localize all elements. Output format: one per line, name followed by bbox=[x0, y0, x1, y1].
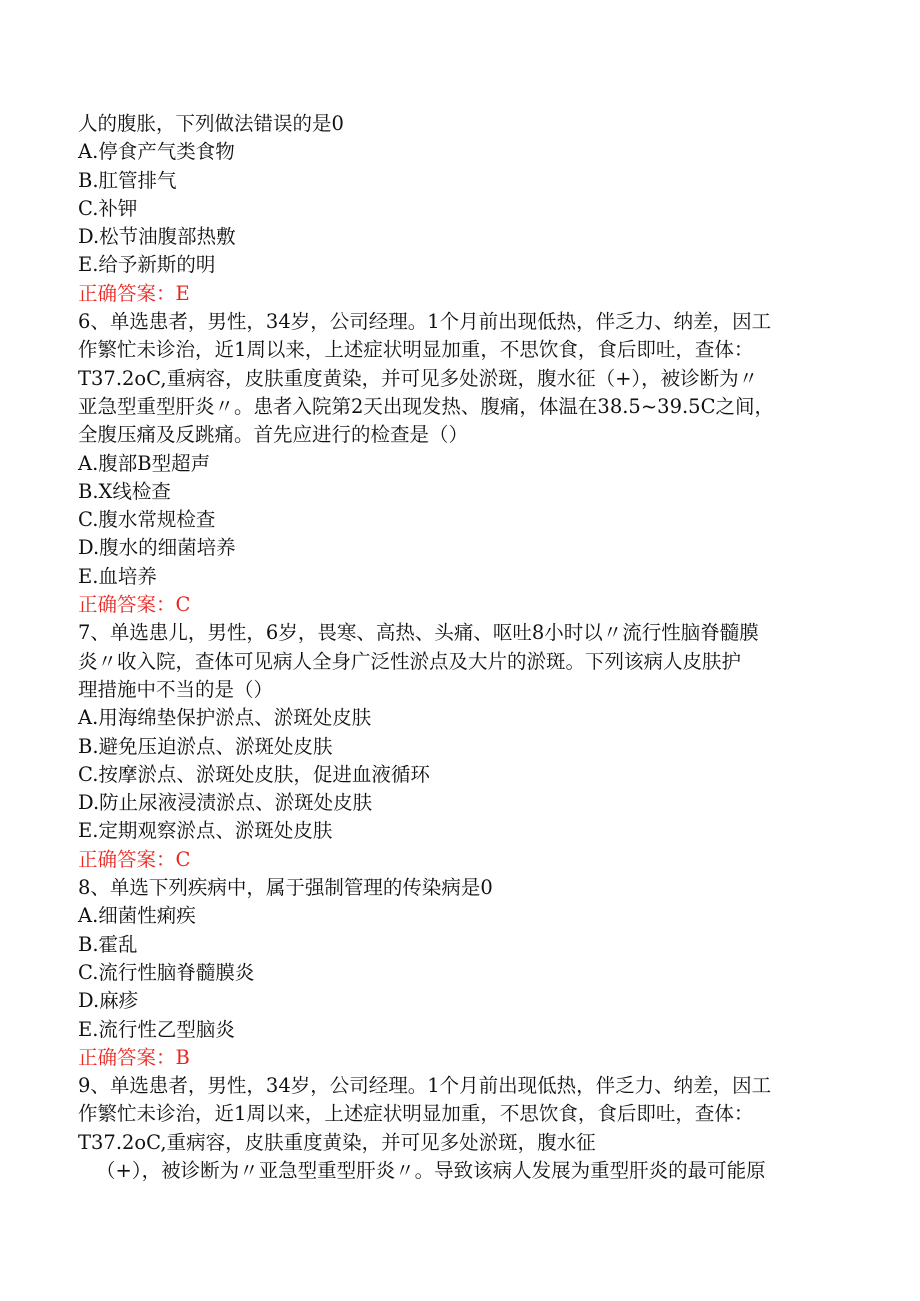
option-e: E.给予新斯的明 bbox=[78, 253, 216, 277]
question-stem-line: 9、单选患者，男性，34岁，公司经理。1个月前出现低热，伴乏力、纳差，因工 bbox=[78, 1074, 772, 1098]
correct-answer: 正确答案：B bbox=[78, 1045, 190, 1069]
option-e: E.定期观察淤点、淤斑处皮肤 bbox=[78, 819, 333, 843]
question-stem-line: 6、单选患者，男性，34岁，公司经理。1个月前出现低热，伴乏力、纳差，因工 bbox=[78, 310, 772, 334]
option-e: E.流行性乙型脑炎 bbox=[78, 1017, 235, 1041]
question-stem-line: （+），被诊断为〃亚急型重型肝炎〃。导致该病人发展为重型肝炎的最可能原 bbox=[96, 1158, 766, 1182]
option-d: D.防止尿液浸渍淤点、淤斑处皮肤 bbox=[78, 791, 373, 815]
document-page bbox=[78, 110, 838, 1185]
option-b: B.避免压迫淤点、淤斑处皮肤 bbox=[78, 734, 333, 758]
option-d: D.腹水的细菌培养 bbox=[78, 536, 236, 560]
question-stem-line: 理措施中不当的是（） bbox=[78, 677, 274, 701]
option-a: A.细菌性痢疾 bbox=[78, 904, 196, 928]
option-c: C.按摩淤点、淤斑处皮肤，促进血液循环 bbox=[78, 762, 430, 786]
option-c: C.补钾 bbox=[78, 196, 138, 220]
option-e: E.血培养 bbox=[78, 564, 157, 588]
question-stem-line: T37.2oC,重病容，皮肤重度黄染，并可见多处淤斑，腹水征 bbox=[78, 1130, 596, 1154]
question-stem-line: 炎〃收入院，查体可见病人全身广泛性淤点及大片的淤斑。下列该病人皮肤护 bbox=[78, 649, 742, 673]
question-stem-line: T37.2oC,重病容，皮肤重度黄染，并可见多处淤斑，腹水征（+），被诊断为〃 bbox=[78, 366, 759, 390]
question-stem-line: 全腹压痛及反跳痛。首先应进行的检查是（） bbox=[78, 423, 469, 447]
option-d: D.麻疹 bbox=[78, 989, 139, 1013]
option-c: C.腹水常规检查 bbox=[78, 508, 216, 532]
correct-answer: 正确答案：C bbox=[78, 847, 191, 871]
option-b: B.霍乱 bbox=[78, 932, 138, 956]
correct-answer: 正确答案：E bbox=[78, 281, 190, 305]
option-c: C.流行性脑脊髓膜炎 bbox=[78, 960, 255, 984]
question-stem-line: 作繁忙未诊治，近1周以来，上述症状明显加重，不思饮食，食后即吐，查体： bbox=[78, 338, 754, 362]
option-b: B.X线检查 bbox=[78, 479, 171, 503]
question-stem-line: 7、单选患儿，男性，6岁，畏寒、高热、头痛、呕吐8小时以〃流行性脑脊髓膜 bbox=[78, 621, 759, 645]
correct-answer: 正确答案：C bbox=[78, 593, 191, 617]
option-a: A.腹部B型超声 bbox=[78, 451, 211, 475]
question-stem-line: 作繁忙未诊治，近1周以来，上述症状明显加重，不思饮食，食后即吐，查体： bbox=[78, 1102, 754, 1126]
option-b: B.肛管排气 bbox=[78, 168, 177, 192]
question-stem-line: 8、单选下列疾病中，属于强制管理的传染病是0 bbox=[78, 876, 493, 900]
question-stem-line: 人的腹胀，下列做法错误的是0 bbox=[78, 112, 344, 135]
option-a: A.停食产气类食物 bbox=[78, 140, 235, 164]
option-d: D.松节油腹部热敷 bbox=[78, 225, 236, 249]
question-stem-line: 亚急型重型肝炎〃。患者入院第2天出现发热、腹痛，体温在38.5~39.5C之间， bbox=[78, 394, 775, 418]
option-a: A.用海绵垫保护淤点、淤斑处皮肤 bbox=[78, 706, 372, 730]
